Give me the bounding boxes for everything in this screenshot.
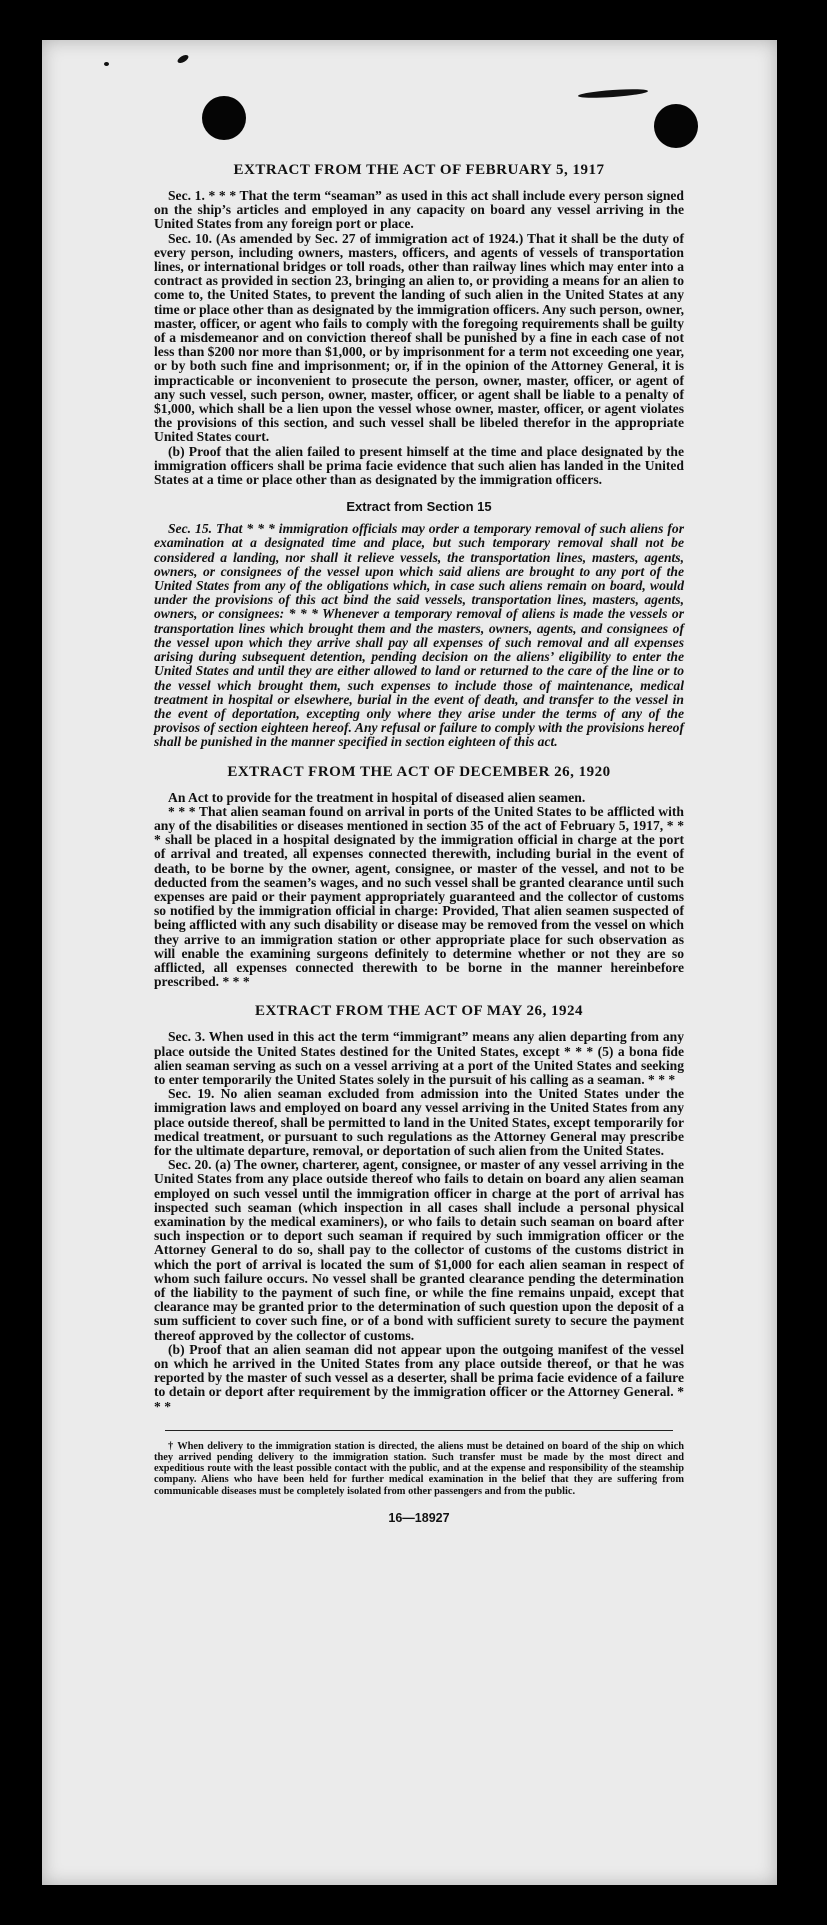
subheading-section-15: Extract from Section 15 [346, 499, 492, 515]
paragraph-sec19: Sec. 19. No alien seaman excluded from admission into the United States under the immigration laws and employed on board any vessel arriving in the United States from any place outside thereof, shall be permitted to land in the United States, except temporarily for medical treatment, or pursuant to such regulations as the Attorney General may prescribe for the ultimate departure, removal, or deportation of such alien from the United States. [154, 1086, 684, 1158]
section-heading-1924: EXTRACT FROM THE ACT OF MAY 26, 1924 [254, 1003, 584, 1020]
paragraph-sec1: Sec. 1. * * * That the term “seaman” as used in this act shall include every person signed on the ship’s articles and employed in any capacity on board any vessel arriving in the United States from any foreign port or place. [154, 188, 684, 232]
paragraph-sec20: Sec. 20. (a) The owner, charterer, agent, consignee, or master of any vessel arriving in the United States from any place outside thereof who fails to detain on board any alien seaman employed on such vessel until the immigration officer in charge at the port of arrival has inspected such seaman (which inspection in all cases shall include a personal physical examination by the medical examiners), or who fails to detain such seaman on board after such inspection or to deport such seaman if required by such immigration officer or the Attorney General to do so, shall pay to the collector of customs of the customs district in which the port of arrival is located the sum of $1,000 for each alien seaman in respect of whom such failure occurs. No vessel shall be granted clearance pending the determination of the liability to the payment of such fine, or while the fine remains unpaid, except that clearance may be granted prior to the determination of such question upon the deposit of a sum sufficient to cover such fine, or of a bond with sufficient surety to secure the payment thereof approved by the collector of customs. [154, 1157, 684, 1343]
document-page [42, 40, 777, 1885]
punch-hole-right [654, 104, 698, 148]
paragraph-sec10: Sec. 10. (As amended by Sec. 27 of immigration act of 1924.) That it shall be the duty of every person, including owners, masters, officers, and agents of vessels of transportation lines, or international bridges or toll roads, other than railway lines which may enter into a contract as provided in section 23, bringing an alien to, or providing a means for an alien to come to, the United States, to prevent the landing of such alien in the United States at any time or place other than as designated by the immigration officers. Any such person, owner, master, officer, or agent who fails to comply with the foregoing requirements shall be guilty of a misdemeanor and on conviction thereof shall be punished by a fine in each case of not less than $200 nor more than $1,000, or by imprisonment for a term not exceeding one year, or by both such fine and imprisonment; or, if in the opinion of the Attorney General, it is impracticable or inconvenient to prosecute the person, owner, master, officer, or agent of any such vessel, such person, owner, master, officer, or agent shall be liable to a penalty of $1,000, which shall be a lien upon the vessel whose owner, master, officer, or agent violates the provisions of this section, and such vessel shall be libeled therefor in the appropriate United States court. [154, 230, 684, 445]
paragraph-sec20b: (b) Proof that an alien seaman did not appear upon the outgoing manifest of the vessel on which he arrived in the United States from any place outside thereof, or that he was reported by the master of such vessel as a deserter, shall be prima facie evidence of a failure to detain or deport after requirement by the immigration officer or the Attorney General. * * * [154, 1341, 684, 1414]
document-body [154, 162, 684, 1525]
ink-mark [578, 88, 648, 100]
punch-hole-left [202, 96, 246, 140]
ink-mark [104, 62, 109, 66]
footnote-divider [165, 1430, 674, 1431]
paragraph-1920-intro: An Act to provide for the treatment in hospital of diseased alien seamen. [168, 789, 586, 805]
paragraph-sec10b: (b) Proof that the alien failed to present himself at the time and place designated by the immigration officers shall be prima facie evidence that such alien has landed in the United States at a time or place other than as designated by the immigration officers. [154, 443, 684, 488]
paragraph-1920-body: * * * That alien seaman found on arrival in ports of the United States to be afflicted with any of the disabilities or diseases mentioned in section 35 of the act of February 5, 1917, * * * shall be placed in a hospital designated by the immigration official in charge at the port of arrival and treated, all expenses connected therewith, including burial in the event of death, to be borne by the owner, agent, consignee, or master of the vessel, and not to be deducted from the seamen’s wages, and no such vessel shall be granted clearance until such expenses are paid or their payment appropriately guaranteed and the collector of customs so notified by the immigration official in charge: Provided, That alien seamen suspected of being afflicted with any such disability or disease may be removed from the vessel on which they arrive to an immigration station or other appropriate place for such observation as will enable the examining surgeons definitely to determine whether or not they are so afflicted, all expenses connected therewith to be borne in the manner hereinbefore prescribed. * * * [154, 803, 684, 990]
ink-mark [176, 53, 189, 64]
section-heading-1917: EXTRACT FROM THE ACT OF FEBRUARY 5, 1917 [233, 162, 605, 178]
section-heading-1920: EXTRACT FROM THE ACT OF DECEMBER 26, 1920 [227, 763, 611, 780]
paragraph-sec15: Sec. 15. That * * * immigration officials may order a temporary removal of such aliens for examination at a designated time and place, but such temporary removal shall not be considered a landing, nor shall it relieve vessels, the transportation lines, masters, agents, owners, or consignees of the vessel upon which said aliens are brought to any port of the United States from any of the obligations which, in case such aliens remain on board, would under the provisions of this act bind the said vessels, transportation lines, masters, agents, owners, or consignees: * * * Whenever a temporary removal of aliens is made the vessels or transportation lines which brought them and the masters, owners, agents, and consignees of the vessel upon which they arrive shall pay all expenses of such removal and all expenses arising during subsequent detention, pending decision on the aliens’ eligibility to enter the United States and until they are either allowed to land or returned to the care of the line or to the vessel which brought them, such expenses to include those of maintenance, medical treatment in hospital or elsewhere, burial in the event of death, and transfer to the vessel in the event of deportation, excepting only where they arise under the terms of any of the provisos of section eighteen hereof. Any refusal or failure to comply with the provisions hereof shall be punished in the manner specified in section eighteen of this act. [154, 521, 684, 750]
print-code: 16—18927 [388, 1510, 450, 1525]
footnote: † When delivery to the immigration station is directed, the aliens must be detained on board of the ship on which they arrived pending delivery to the immigration station. Such transfer must be made by the most direct and expeditious route with the least possible contact with the public, and at the expense and responsibility of the steamship company. Aliens who have been held for further medical examination in the belief that they are suffering from communicable diseases must be completely isolated from other passengers and from the public. [154, 1440, 684, 1497]
paragraph-sec3: Sec. 3. When used in this act the term “immigrant” means any alien departing from any place outside the United States destined for the United States, except * * * (5) a bona fide alien seaman serving as such on a vessel arriving at a port of the United States and seeking to enter temporarily the United States solely in the pursuit of his calling as a seaman. * * * [154, 1029, 684, 1087]
